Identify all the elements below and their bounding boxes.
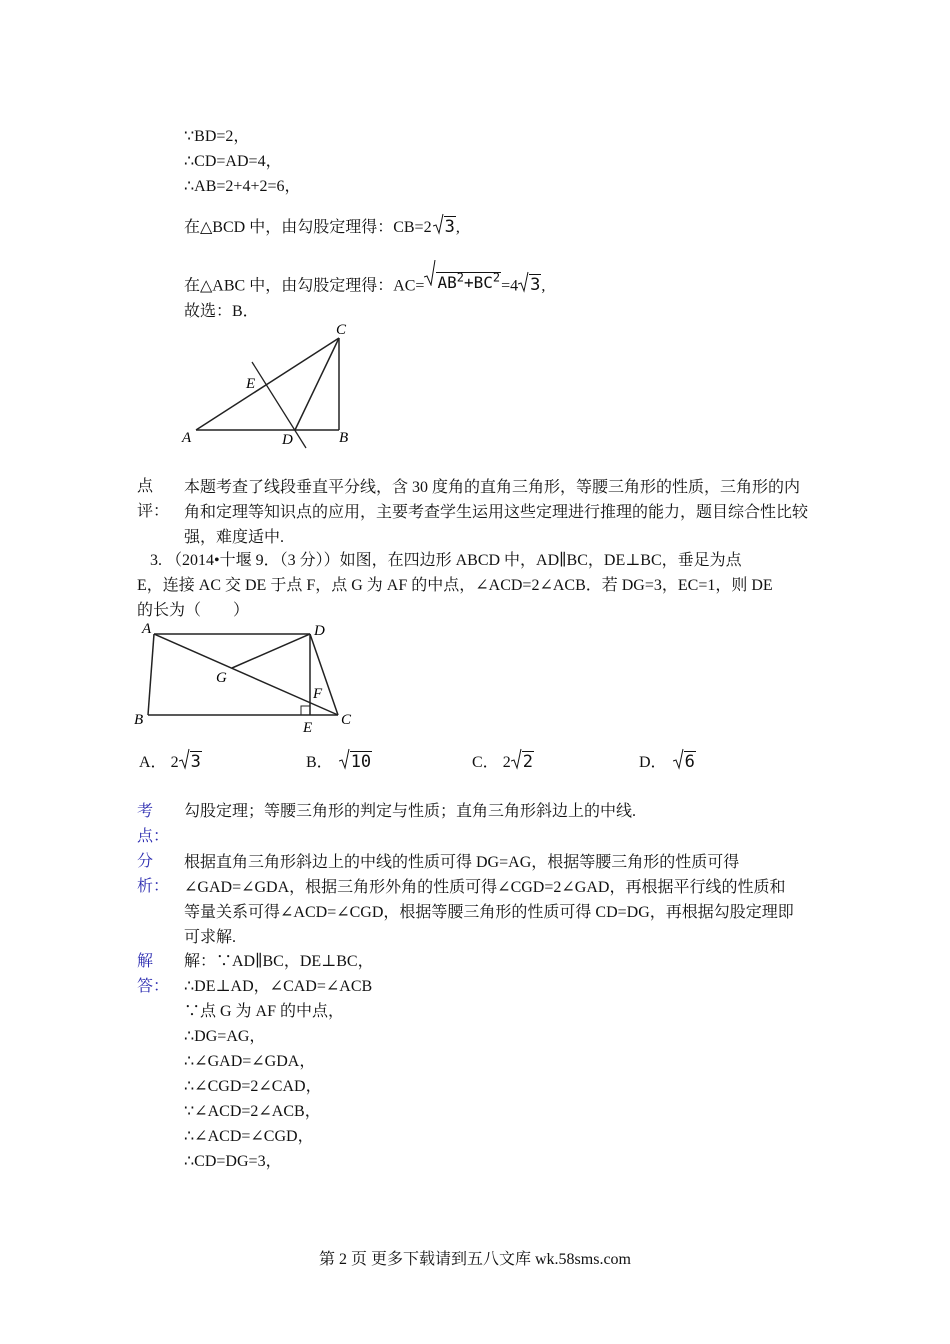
answer-label-2: 答： [137,978,170,995]
option-b-sqrt [339,752,372,773]
figure-quadrilateral-abcd [130,618,360,736]
option-a-label: A． [139,754,167,771]
option-a [139,752,202,773]
question3-line-1: 3. （2014•十堰 9．（3 分））如图，在四边形 ABCD 中，AD∥BC，DE⊥BC，垂足为点 [150,552,742,569]
sqrt-ab2-bc2 [424,270,501,296]
option-b [306,752,372,773]
answer-line: ∴DG=AG， [184,1028,266,1045]
answer-line: ∵点 G 为 AF 的中点， [184,1003,345,1020]
fig1-label-c: C [336,322,347,338]
solution-line-5 [184,270,545,296]
sqrt-3-cb-radicand: 3 [444,217,455,237]
radicand-ab: AB [437,273,457,293]
radicand-exp-ab: 2 [456,271,464,285]
answer-line: ∴∠GAD=∠GDA， [184,1053,316,1070]
option-d-radicand: 6 [684,752,695,772]
fig2-label-d: D [314,623,325,639]
answer-label-1: 解 [137,953,154,970]
sqrt-3-ac [518,275,541,296]
answer-line: ∴DE⊥AD，∠CAD=∠ACB [184,978,373,995]
option-d-sqrt [673,752,696,773]
analysis-label-1: 分 [137,853,154,870]
comment-label-1: 点 [137,478,154,495]
option-d [639,752,696,773]
solution-line-5-mid: =4 [501,277,519,295]
option-b-radicand: 10 [350,752,372,772]
kaodian-label-1: 考 [137,803,154,820]
answer-line: ∴∠ACD=∠CGD， [184,1128,314,1145]
sqrt-3-cb [433,217,456,238]
option-c-radicand: 2 [522,752,533,772]
answer-line: ∵∠ACD=2∠ACB， [184,1103,321,1120]
option-a-radicand: 3 [190,752,201,772]
question3-line-2: E，连接 AC 交 DE 于点 F，点 G 为 AF 的中点，∠ACD=2∠ACB．若 DG=3，EC=1，则 DE [137,577,773,594]
fig1-label-e: E [246,376,256,392]
solution-line-2: ∴CD=AD=4， [184,153,282,170]
fig1-label-b: B [339,430,349,446]
fig2-label-e: E [303,720,313,736]
answer-line: 解：∵AD∥BC，DE⊥BC， [184,953,374,970]
radicand-exp-bc: 2 [492,271,501,285]
option-c-coef: 2 [502,754,511,771]
fig2-label-c: C [341,712,352,728]
fig2-label-f: F [313,686,323,702]
solution-line-6: 故选：B． [184,303,259,320]
answer-line: ∴∠CGD=2∠CAD， [184,1078,322,1095]
option-c-label: C． [472,754,499,771]
fig1-label-a: A [182,430,192,446]
solution-line-4-prefix: 在△BCD 中，由勾股定理得：CB=2 [184,219,432,236]
fig2-label-b: B [134,712,144,728]
fig1-label-d: D [282,432,293,448]
option-c [472,752,534,773]
solution-line-4 [184,217,460,238]
solution-line-5-suffix: , [541,277,546,295]
kaodian-label-2: 点： [137,828,170,845]
page-footer: 第 2 页 更多下载请到五八文库 wk.58sms.com [318,1251,631,1268]
option-c-sqrt [511,752,534,773]
kaodian-text: 勾股定理；等腰三角形的判定与性质；直角三角形斜边上的中线. [184,803,637,820]
analysis-text: 根据直角三角形斜边上的中线的性质可得 DG=AG，根据等腰三角形的性质可得∠GAD=∠GDA，根据三角形外角的性质可得∠CGD=2∠GAD，再根据平行线的性质和等量关系可得∠ACD=∠CGD，根据等腰三角形的性质可得 CD=DG，再根据勾股定理即可求解. [184,854,794,946]
option-a-sqrt [179,752,202,773]
answer-line: ∴CD=DG=3， [184,1153,282,1170]
option-b-label: B． [306,754,333,771]
analysis-label-2: 析： [137,878,170,895]
fig2-label-g: G [216,670,227,686]
figure-triangle-abc [176,318,366,450]
option-d-label: D． [639,754,667,771]
solution-line-3: ∴AB=2+4+2=6， [184,178,301,195]
option-a-coef: 2 [170,754,179,771]
fig2-label-a: A [142,621,152,637]
solution-line-4-suffix: , [455,219,460,236]
comment-label-2: 评： [137,503,170,520]
solution-line-5-prefix: 在△ABC 中，由勾股定理得：AC= [184,277,425,295]
sqrt-3-ac-radicand: 3 [530,275,541,296]
radicand-bc: +BC [463,273,493,293]
solution-line-1: ∵BD=2， [184,128,250,145]
comment-text: 本题考查了线段垂直平分线，含 30 度角的直角三角形，等腰三角形的性质，三角形的内角和定理等知识点的应用，主要考查学生运用这些定理进行推理的能力，题目综合性比较强，难度适中. [184,479,809,546]
question3-line-3: 的长为（ ） [137,602,250,619]
